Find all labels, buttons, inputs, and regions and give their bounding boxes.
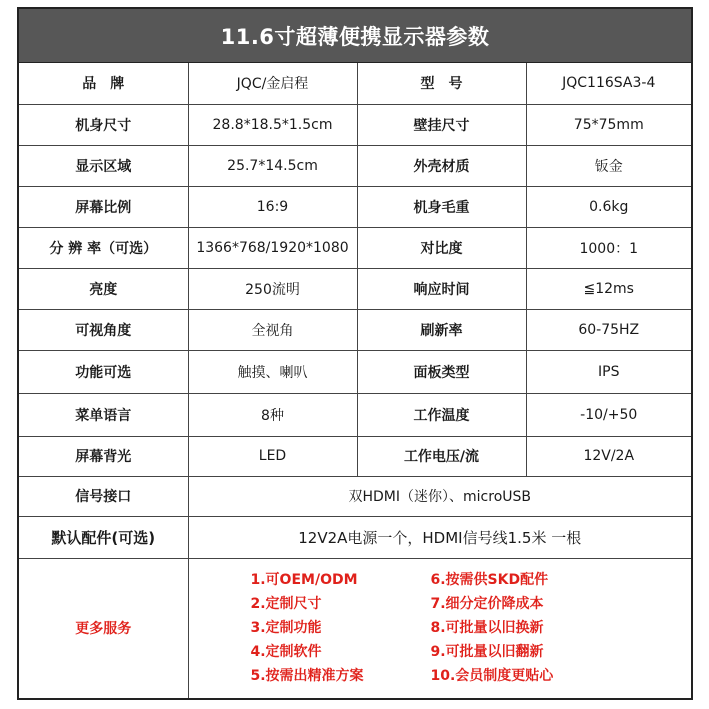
- label-display-area: 显示区域: [19, 145, 188, 186]
- service-item: 5.按需出精准方案: [250, 667, 364, 684]
- label-menu-language: 菜单语言: [19, 393, 188, 436]
- row-backlight: [19, 436, 691, 476]
- row-signal-interface: [19, 476, 691, 516]
- service-item: 10.会员制度更贴心: [430, 667, 554, 684]
- label-accessories: 默认配件(可选): [19, 516, 188, 558]
- value-panel-type: IPS: [526, 350, 691, 393]
- label-contrast: 对比度: [357, 227, 526, 268]
- value-features: 触摸、喇叭: [188, 350, 357, 393]
- label-panel-type: 面板类型: [357, 350, 526, 393]
- service-item: 8.可批量以旧换新: [430, 619, 544, 636]
- row-features: [19, 350, 691, 393]
- row-resolution: [19, 227, 691, 268]
- value-refresh-rate: 60-75HZ: [526, 309, 691, 350]
- label-gross-weight: 机身毛重: [357, 186, 526, 227]
- value-menu-language: 8种: [188, 393, 357, 436]
- service-item: 4.定制软件: [250, 643, 322, 660]
- label-body-size: 机身尺寸: [19, 104, 188, 145]
- sheet-title: 11.6寸超薄便携显示器参数: [19, 9, 691, 63]
- label-voltage-current: 工作电压/流: [357, 436, 526, 476]
- row-brightness: [19, 268, 691, 309]
- label-resolution: 分 辨 率（可选）: [19, 227, 188, 268]
- label-operating-temp: 工作温度: [357, 393, 526, 436]
- label-brand: 品 牌: [19, 63, 188, 104]
- row-menu-language: [19, 393, 691, 436]
- value-viewing-angle: 全视角: [188, 309, 357, 350]
- services-cell: [188, 558, 691, 698]
- label-shell-material: 外壳材质: [357, 145, 526, 186]
- value-gross-weight: 0.6kg: [526, 186, 691, 227]
- value-operating-temp: -10/+50: [526, 393, 691, 436]
- value-aspect-ratio: 16:9: [188, 186, 357, 227]
- value-response-time: ≦12ms: [526, 268, 691, 309]
- service-item: 6.按需供SKD配件: [430, 571, 549, 588]
- value-brightness: 250流明: [188, 268, 357, 309]
- value-backlight: LED: [188, 436, 357, 476]
- label-aspect-ratio: 屏幕比例: [19, 186, 188, 227]
- row-accessories: [19, 516, 691, 558]
- value-wall-mount: 75*75mm: [526, 104, 691, 145]
- row-viewing-angle: [19, 309, 691, 350]
- value-resolution: 1366*768/1920*1080: [188, 227, 357, 268]
- spec-table: [19, 63, 691, 698]
- service-item: 9.可批量以旧翻新: [430, 643, 544, 660]
- value-model: JQC116SA3-4: [526, 63, 691, 104]
- label-signal-interface: 信号接口: [19, 476, 188, 516]
- label-more-services: 更多服务: [19, 558, 188, 698]
- value-contrast: 1000：1: [526, 227, 691, 268]
- value-brand: JQC/金启程: [188, 63, 357, 104]
- label-refresh-rate: 刷新率: [357, 309, 526, 350]
- label-features: 功能可选: [19, 350, 188, 393]
- value-signal-interface: 双HDMI（迷你）、microUSB: [188, 476, 691, 516]
- label-wall-mount: 壁挂尺寸: [357, 104, 526, 145]
- value-accessories: 12V2A电源一个，HDMI信号线1.5米 一根: [188, 516, 691, 558]
- row-aspect-ratio: [19, 186, 691, 227]
- service-item: 2.定制尺寸: [250, 595, 322, 612]
- label-brightness: 亮度: [19, 268, 188, 309]
- value-shell-material: 钣金: [526, 145, 691, 186]
- spec-sheet: [17, 7, 693, 700]
- services-list: [189, 571, 692, 686]
- service-item: 1.可OEM/ODM: [250, 571, 358, 588]
- label-backlight: 屏幕背光: [19, 436, 188, 476]
- row-brand: [19, 63, 691, 104]
- value-voltage-current: 12V/2A: [526, 436, 691, 476]
- row-display-area: [19, 145, 691, 186]
- value-display-area: 25.7*14.5cm: [188, 145, 357, 186]
- service-item: 3.定制功能: [250, 619, 322, 636]
- row-body-size: [19, 104, 691, 145]
- label-response-time: 响应时间: [357, 268, 526, 309]
- label-viewing-angle: 可视角度: [19, 309, 188, 350]
- service-item: 7.细分定价降成本: [430, 595, 544, 612]
- row-services: [19, 558, 691, 698]
- label-model: 型 号: [357, 63, 526, 104]
- value-body-size: 28.8*18.5*1.5cm: [188, 104, 357, 145]
